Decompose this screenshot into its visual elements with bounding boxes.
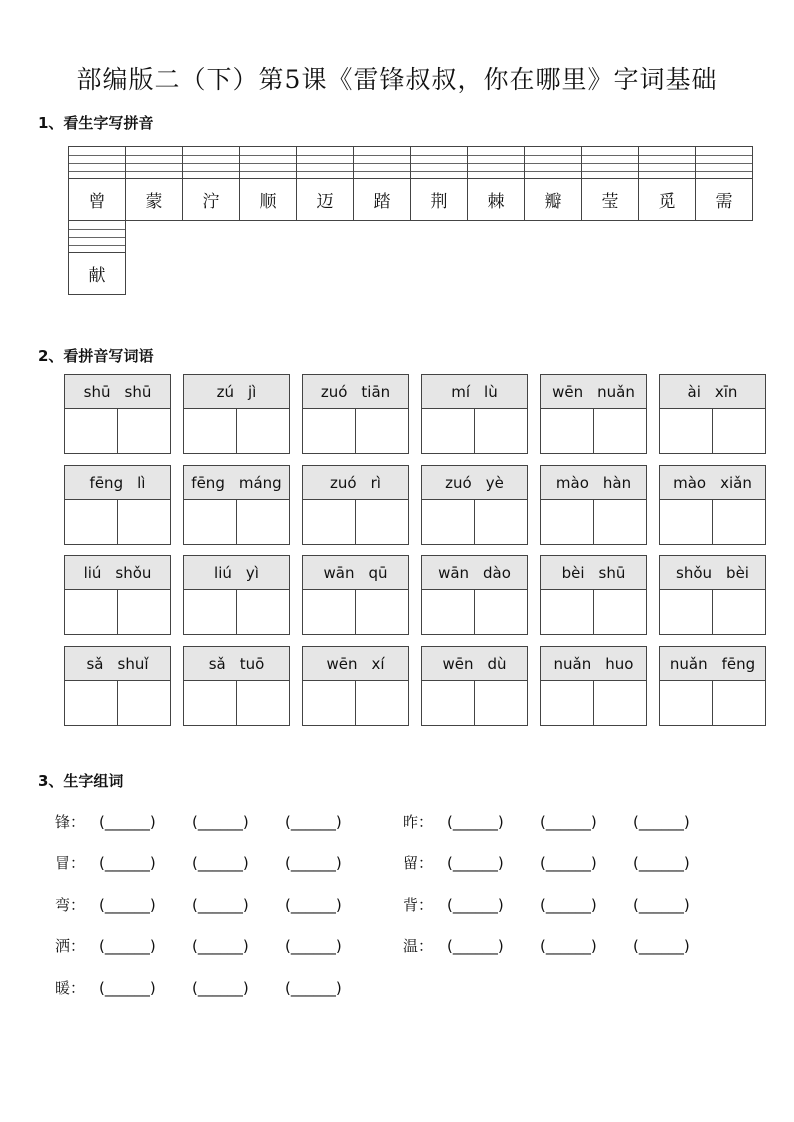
writing-cell[interactable] <box>713 681 765 726</box>
word-box <box>421 374 528 454</box>
word-box <box>302 646 409 726</box>
section-3-heading: 3、生字组词 <box>38 772 124 790</box>
character-cell: 棘 <box>467 178 525 221</box>
writing-cell[interactable] <box>237 500 289 545</box>
character-cell: 瓣 <box>524 178 582 221</box>
pinyin-syllable: nuǎn <box>597 382 635 401</box>
pinyin-syllable: fēng <box>191 473 225 492</box>
answer-blank[interactable]: (______) <box>99 936 156 955</box>
pinyin-syllable: qū <box>368 563 388 582</box>
pinyin-syllable: yì <box>245 563 259 582</box>
answer-blank[interactable]: (______) <box>447 895 504 914</box>
pinyin-writing-cell[interactable] <box>410 146 468 179</box>
word-box <box>64 465 171 545</box>
pinyin-syllable: dù <box>487 654 507 673</box>
word-formation-row <box>403 811 726 832</box>
pinyin-writing-cell[interactable] <box>353 146 411 179</box>
pinyin-syllable: bèi <box>561 563 585 582</box>
pinyin-writing-cell[interactable] <box>239 146 297 179</box>
answer-blank[interactable]: (______) <box>192 895 249 914</box>
pinyin-syllable: tiān <box>361 382 391 401</box>
word-formation-row <box>55 894 378 915</box>
answer-blank[interactable]: (______) <box>192 853 249 872</box>
pinyin-label <box>660 556 765 590</box>
word-formation-row <box>55 852 378 873</box>
writing-cell[interactable] <box>356 500 408 545</box>
pinyin-syllable: fēng <box>721 654 756 673</box>
pinyin-label <box>303 466 408 500</box>
answer-blank[interactable]: (______) <box>285 895 342 914</box>
answer-blank[interactable]: (______) <box>633 812 690 831</box>
character-label: 锋： <box>55 813 86 831</box>
pinyin-syllable: hàn <box>602 473 632 492</box>
pinyin-label <box>541 375 646 409</box>
pinyin-syllable: lì <box>137 473 146 492</box>
pinyin-syllable: wān <box>438 563 470 582</box>
writing-cell[interactable] <box>303 590 356 635</box>
writing-cell[interactable] <box>594 590 646 635</box>
answer-blank[interactable]: (______) <box>285 812 342 831</box>
character-cell: 荆 <box>410 178 468 221</box>
writing-cell[interactable] <box>237 681 289 726</box>
word-box <box>421 465 528 545</box>
pinyin-syllable: sǎ <box>86 654 104 673</box>
page-title: 部编版二（下）第5课《雷锋叔叔，你在哪里》字词基础 <box>76 65 718 94</box>
pinyin-syllable: shū <box>83 382 111 401</box>
writing-cell[interactable] <box>475 681 527 726</box>
pinyin-syllable: bèi <box>726 563 749 582</box>
pinyin-writing-cell[interactable] <box>125 146 183 179</box>
word-box <box>659 465 766 545</box>
pinyin-syllable: shū <box>598 563 626 582</box>
answer-blank[interactable]: (______) <box>633 853 690 872</box>
pinyin-syllable: xiǎn <box>720 473 752 492</box>
writing-cell[interactable] <box>713 500 765 545</box>
pinyin-label <box>660 647 765 681</box>
word-box <box>540 465 647 545</box>
word-formation-row <box>403 894 726 915</box>
pinyin-label <box>184 375 289 409</box>
answer-blank[interactable]: (______) <box>447 853 504 872</box>
word-formation-row <box>55 977 378 998</box>
answer-blank[interactable]: (______) <box>99 895 156 914</box>
writing-cell[interactable] <box>660 500 713 545</box>
pinyin-label <box>422 466 527 500</box>
answer-blank[interactable]: (______) <box>447 812 504 831</box>
writing-cell[interactable] <box>65 681 118 726</box>
word-box <box>659 646 766 726</box>
pinyin-label <box>303 375 408 409</box>
word-box <box>302 465 409 545</box>
pinyin-label <box>422 556 527 590</box>
pinyin-label <box>541 466 646 500</box>
pinyin-syllable: sǎ <box>208 654 226 673</box>
character-cell: 曾 <box>68 178 126 221</box>
writing-cell[interactable] <box>541 500 594 545</box>
character-label: 冒： <box>55 854 86 872</box>
word-box <box>421 555 528 635</box>
writing-cell[interactable] <box>541 590 594 635</box>
pinyin-syllable: fēng <box>89 473 124 492</box>
pinyin-syllable: mí <box>451 382 471 401</box>
writing-cell[interactable] <box>356 590 408 635</box>
writing-cell[interactable] <box>118 500 170 545</box>
pinyin-writing-cell[interactable] <box>638 146 696 179</box>
writing-cell[interactable] <box>65 590 118 635</box>
word-box <box>183 646 290 726</box>
answer-blank[interactable]: (______) <box>633 936 690 955</box>
writing-cell[interactable] <box>422 681 475 726</box>
answer-blank[interactable]: (______) <box>447 936 504 955</box>
pinyin-label <box>303 556 408 590</box>
pinyin-writing-cell[interactable] <box>68 220 126 253</box>
character-cell: 莹 <box>581 178 639 221</box>
answer-blank[interactable]: (______) <box>540 936 597 955</box>
word-box <box>540 374 647 454</box>
writing-cell[interactable] <box>184 500 237 545</box>
answer-blank[interactable]: (______) <box>192 978 249 997</box>
pinyin-label <box>65 466 170 500</box>
writing-cell[interactable] <box>184 409 237 454</box>
pinyin-syllable: zuó <box>330 473 357 492</box>
writing-cell[interactable] <box>65 409 118 454</box>
writing-cell[interactable] <box>713 409 765 454</box>
pinyin-writing-cell[interactable] <box>68 146 126 179</box>
pinyin-syllable: zú <box>216 382 235 401</box>
writing-cell[interactable] <box>356 409 408 454</box>
character-cell: 蒙 <box>125 178 183 221</box>
writing-cell[interactable] <box>65 500 118 545</box>
pinyin-syllable: nuǎn <box>553 654 592 673</box>
writing-cell[interactable] <box>422 590 475 635</box>
pinyin-syllable: xí <box>371 654 385 673</box>
pinyin-label <box>303 647 408 681</box>
pinyin-syllable: wēn <box>442 654 474 673</box>
pinyin-syllable: wēn <box>326 654 358 673</box>
pinyin-writing-cell[interactable] <box>467 146 525 179</box>
writing-cell[interactable] <box>237 409 289 454</box>
pinyin-syllable: tuō <box>239 654 265 673</box>
character-cell: 献 <box>68 252 126 295</box>
pinyin-syllable: shū <box>124 382 152 401</box>
writing-cell[interactable] <box>303 681 356 726</box>
writing-cell[interactable] <box>118 409 170 454</box>
answer-blank[interactable]: (______) <box>192 812 249 831</box>
word-box <box>302 555 409 635</box>
writing-cell[interactable] <box>475 409 527 454</box>
pinyin-syllable: liú <box>83 563 102 582</box>
pinyin-label <box>422 647 527 681</box>
writing-cell[interactable] <box>475 500 527 545</box>
pinyin-grid <box>68 146 752 295</box>
pinyin-syllable: wān <box>323 563 355 582</box>
answer-blank[interactable]: (______) <box>285 978 342 997</box>
pinyin-syllable: jì <box>248 382 257 401</box>
word-box <box>64 555 171 635</box>
answer-blank[interactable]: (______) <box>99 978 156 997</box>
pinyin-label <box>660 466 765 500</box>
character-label: 背： <box>403 896 434 914</box>
pinyin-syllable: xīn <box>714 382 738 401</box>
word-box <box>540 555 647 635</box>
section-1-heading: 1、看生字写拼音 <box>38 114 154 132</box>
answer-blank[interactable]: (______) <box>540 895 597 914</box>
writing-cell[interactable] <box>594 500 646 545</box>
character-cell: 泞 <box>182 178 240 221</box>
writing-cell[interactable] <box>594 681 646 726</box>
answer-blank[interactable]: (______) <box>192 936 249 955</box>
answer-blank[interactable]: (______) <box>540 812 597 831</box>
writing-cell[interactable] <box>237 590 289 635</box>
character-cell: 需 <box>695 178 753 221</box>
writing-cell[interactable] <box>422 409 475 454</box>
pinyin-label <box>65 647 170 681</box>
word-formation-row <box>403 852 726 873</box>
word-box <box>183 374 290 454</box>
writing-cell[interactable] <box>356 681 408 726</box>
writing-cell[interactable] <box>475 590 527 635</box>
pinyin-label <box>184 556 289 590</box>
writing-cell[interactable] <box>541 409 594 454</box>
pinyin-syllable: nuǎn <box>669 654 708 673</box>
pinyin-syllable: dào <box>483 563 511 582</box>
character-cell: 顺 <box>239 178 297 221</box>
answer-blank[interactable]: (______) <box>633 895 690 914</box>
writing-cell[interactable] <box>713 590 765 635</box>
word-box <box>64 646 171 726</box>
pinyin-syllable: shuǐ <box>117 654 149 673</box>
pinyin-syllable: shǒu <box>676 563 713 582</box>
word-box <box>183 555 290 635</box>
writing-cell[interactable] <box>118 681 170 726</box>
word-formation-row <box>55 811 378 832</box>
pinyin-syllable: mào <box>555 473 589 492</box>
word-box <box>659 374 766 454</box>
section-2-heading: 2、看拼音写词语 <box>38 347 154 365</box>
pinyin-syllable: lù <box>484 382 498 401</box>
pinyin-writing-cell[interactable] <box>182 146 240 179</box>
character-cell: 觅 <box>638 178 696 221</box>
pinyin-label <box>65 375 170 409</box>
pinyin-label <box>541 647 646 681</box>
pinyin-syllable: wēn <box>552 382 584 401</box>
character-label: 洒： <box>55 937 86 955</box>
word-box <box>183 465 290 545</box>
writing-cell[interactable] <box>594 409 646 454</box>
character-cell: 迈 <box>296 178 354 221</box>
pinyin-writing-cell[interactable] <box>296 146 354 179</box>
writing-cell[interactable] <box>184 590 237 635</box>
pinyin-syllable: máng <box>238 473 282 492</box>
pinyin-syllable: ài <box>687 382 701 401</box>
writing-cell[interactable] <box>184 681 237 726</box>
answer-blank[interactable]: (______) <box>99 853 156 872</box>
writing-cell[interactable] <box>118 590 170 635</box>
pinyin-syllable: liú <box>214 563 232 582</box>
pinyin-label <box>660 375 765 409</box>
answer-blank[interactable]: (______) <box>99 812 156 831</box>
writing-cell[interactable] <box>303 409 356 454</box>
writing-cell[interactable] <box>660 681 713 726</box>
writing-cell[interactable] <box>660 409 713 454</box>
pinyin-label <box>422 375 527 409</box>
word-box <box>421 646 528 726</box>
pinyin-syllable: mào <box>673 473 707 492</box>
pinyin-writing-cell[interactable] <box>524 146 582 179</box>
word-box <box>540 646 647 726</box>
pinyin-syllable: yè <box>485 473 504 492</box>
pinyin-writing-cell[interactable] <box>581 146 639 179</box>
pinyin-syllable: shǒu <box>115 563 152 582</box>
word-box <box>659 555 766 635</box>
writing-cell[interactable] <box>541 681 594 726</box>
pinyin-syllable: zuó <box>320 382 348 401</box>
pinyin-label <box>541 556 646 590</box>
pinyin-label <box>65 556 170 590</box>
pinyin-label <box>184 647 289 681</box>
answer-blank[interactable]: (______) <box>285 936 342 955</box>
writing-cell[interactable] <box>422 500 475 545</box>
writing-cell[interactable] <box>303 500 356 545</box>
word-box <box>64 374 171 454</box>
pinyin-label <box>184 466 289 500</box>
character-label: 弯： <box>55 896 86 914</box>
pinyin-syllable: zuó <box>445 473 472 492</box>
word-formation-row <box>403 935 726 956</box>
answer-blank[interactable]: (______) <box>540 853 597 872</box>
word-formation-row <box>55 935 378 956</box>
character-cell: 踏 <box>353 178 411 221</box>
pinyin-syllable: huo <box>605 654 634 673</box>
word-box <box>302 374 409 454</box>
pinyin-writing-cell[interactable] <box>695 146 753 179</box>
pinyin-syllable: rì <box>370 473 381 492</box>
character-label: 温： <box>403 937 434 955</box>
character-label: 留： <box>403 854 434 872</box>
writing-cell[interactable] <box>660 590 713 635</box>
character-label: 暖： <box>55 979 86 997</box>
character-label: 昨： <box>403 813 434 831</box>
answer-blank[interactable]: (______) <box>285 853 342 872</box>
